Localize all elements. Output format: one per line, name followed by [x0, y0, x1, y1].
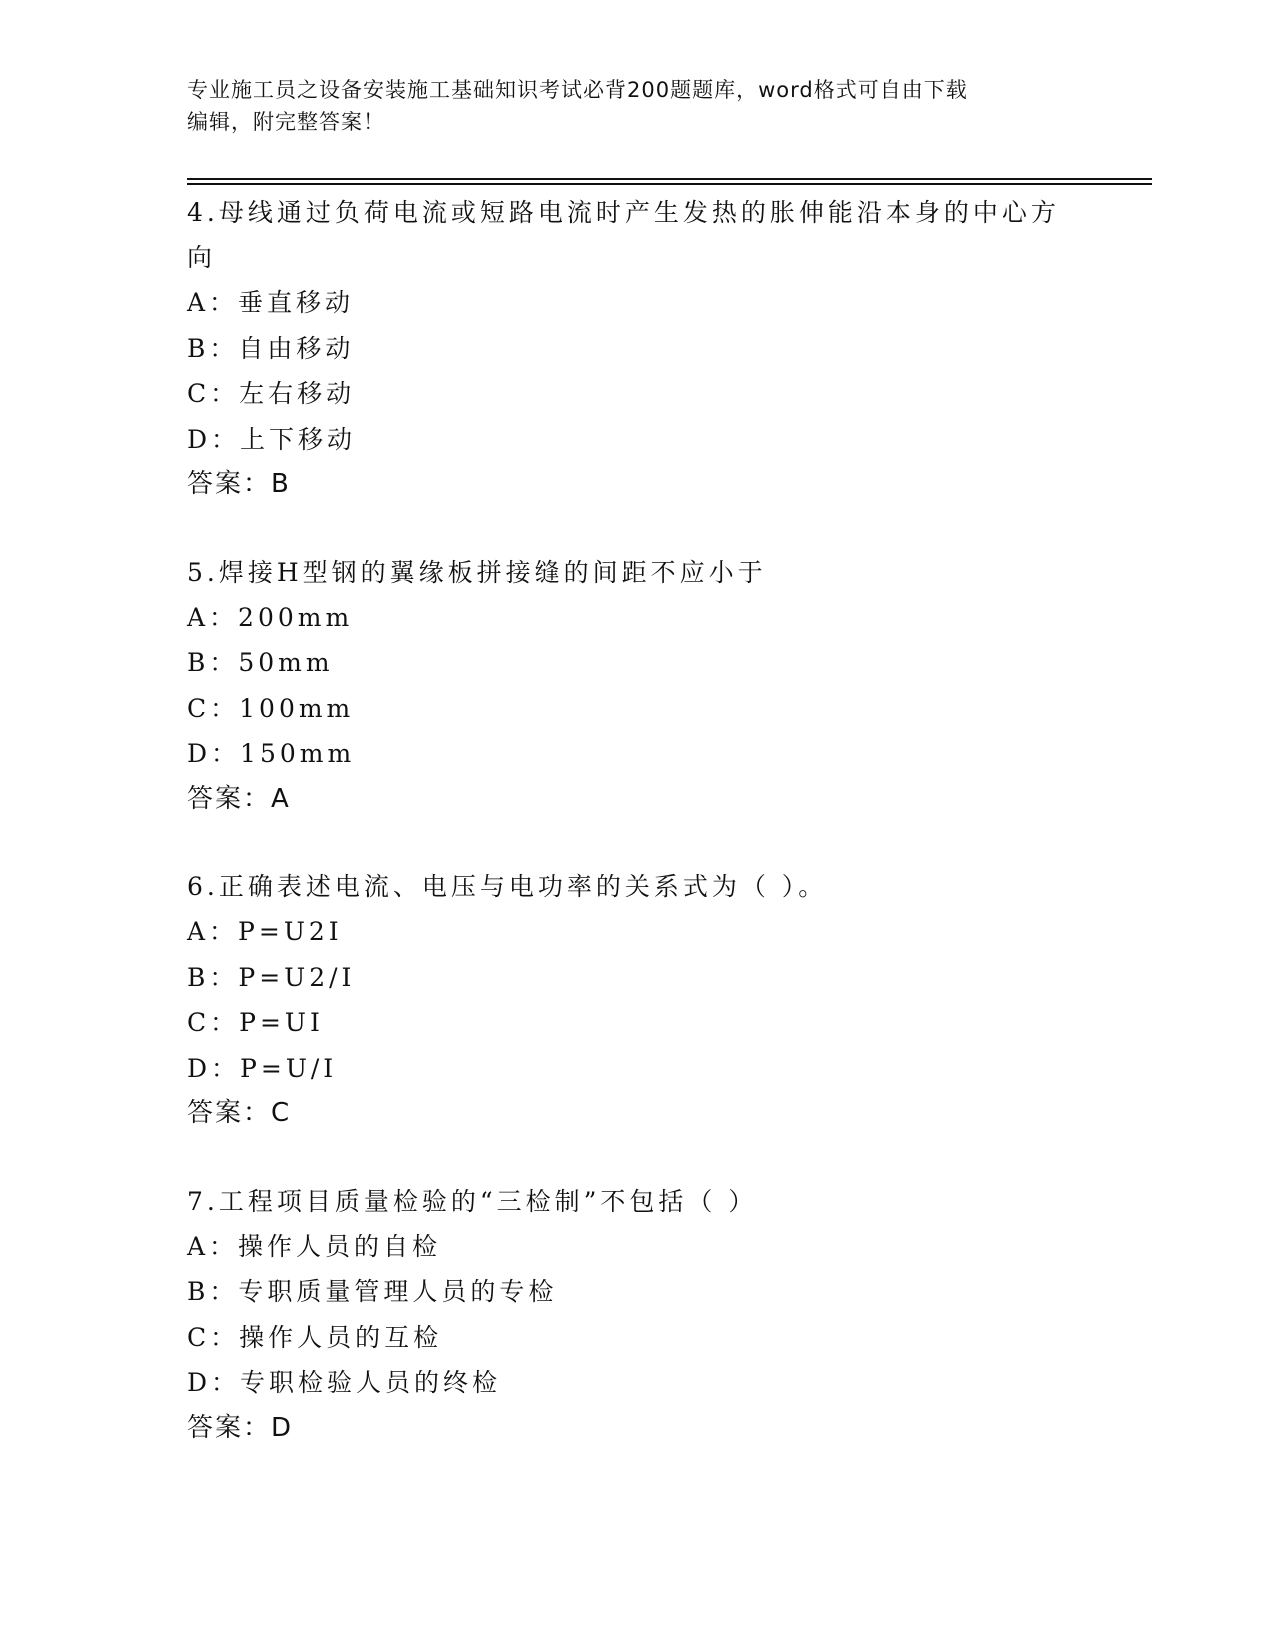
- option-c: C：操作人员的互检: [187, 1322, 443, 1352]
- option-c: C：P=UI: [187, 1008, 324, 1037]
- answer: 答案：A: [187, 783, 291, 814]
- header-line-2: 编辑，附完整答案！: [187, 110, 385, 134]
- answer: 答案：D: [187, 1412, 294, 1443]
- option-b: B：P=U2/I: [187, 962, 356, 992]
- option-d: D：上下移动: [187, 424, 357, 454]
- option-d: D：150mm: [187, 739, 356, 768]
- option-d: D：专职检验人员的终检: [187, 1368, 502, 1397]
- document-header: [187, 74, 1067, 138]
- answer: 答案：C: [187, 1098, 292, 1128]
- option-c: C：100mm: [187, 693, 355, 723]
- option-a: A：P=U2I: [187, 917, 343, 946]
- question-title: 4.母线通过负荷电流或短路电流时产生发热的胀伸能沿本身的中心方: [187, 198, 1060, 227]
- question-5: [187, 550, 1067, 823]
- header-line-1: 专业施工员之设备安装施工基础知识考试必背200题题库，word格式可自由下载: [187, 78, 968, 102]
- question-7: [187, 1179, 1067, 1452]
- option-b: B：自由移动: [187, 333, 355, 363]
- question-title-continued: 向: [187, 243, 217, 272]
- option-a: A：操作人员的自检: [187, 1231, 442, 1261]
- option-c: C：左右移动: [187, 379, 356, 408]
- question-4: [187, 190, 1067, 508]
- answer: 答案：B: [187, 469, 291, 499]
- question-6: [187, 864, 1067, 1137]
- option-d: D：P=U/I: [187, 1053, 338, 1083]
- question-title: 7.工程项目质量检验的“三检制”不包括（ ）: [187, 1186, 758, 1216]
- question-list: [187, 190, 1067, 1493]
- header-divider-bottom: [187, 183, 1152, 185]
- option-b: B：专职质量管理人员的专检: [187, 1277, 558, 1306]
- option-a: A：200mm: [187, 602, 354, 632]
- option-b: B：50mm: [187, 648, 334, 677]
- option-a: A：垂直移动: [187, 288, 355, 317]
- question-title: 5.焊接H型钢的翼缘板拼接缝的间距不应小于: [187, 557, 767, 587]
- question-title: 6.正确表述电流、电压与电功率的关系式为（ ）。: [187, 872, 828, 901]
- header-divider-top: [187, 178, 1152, 180]
